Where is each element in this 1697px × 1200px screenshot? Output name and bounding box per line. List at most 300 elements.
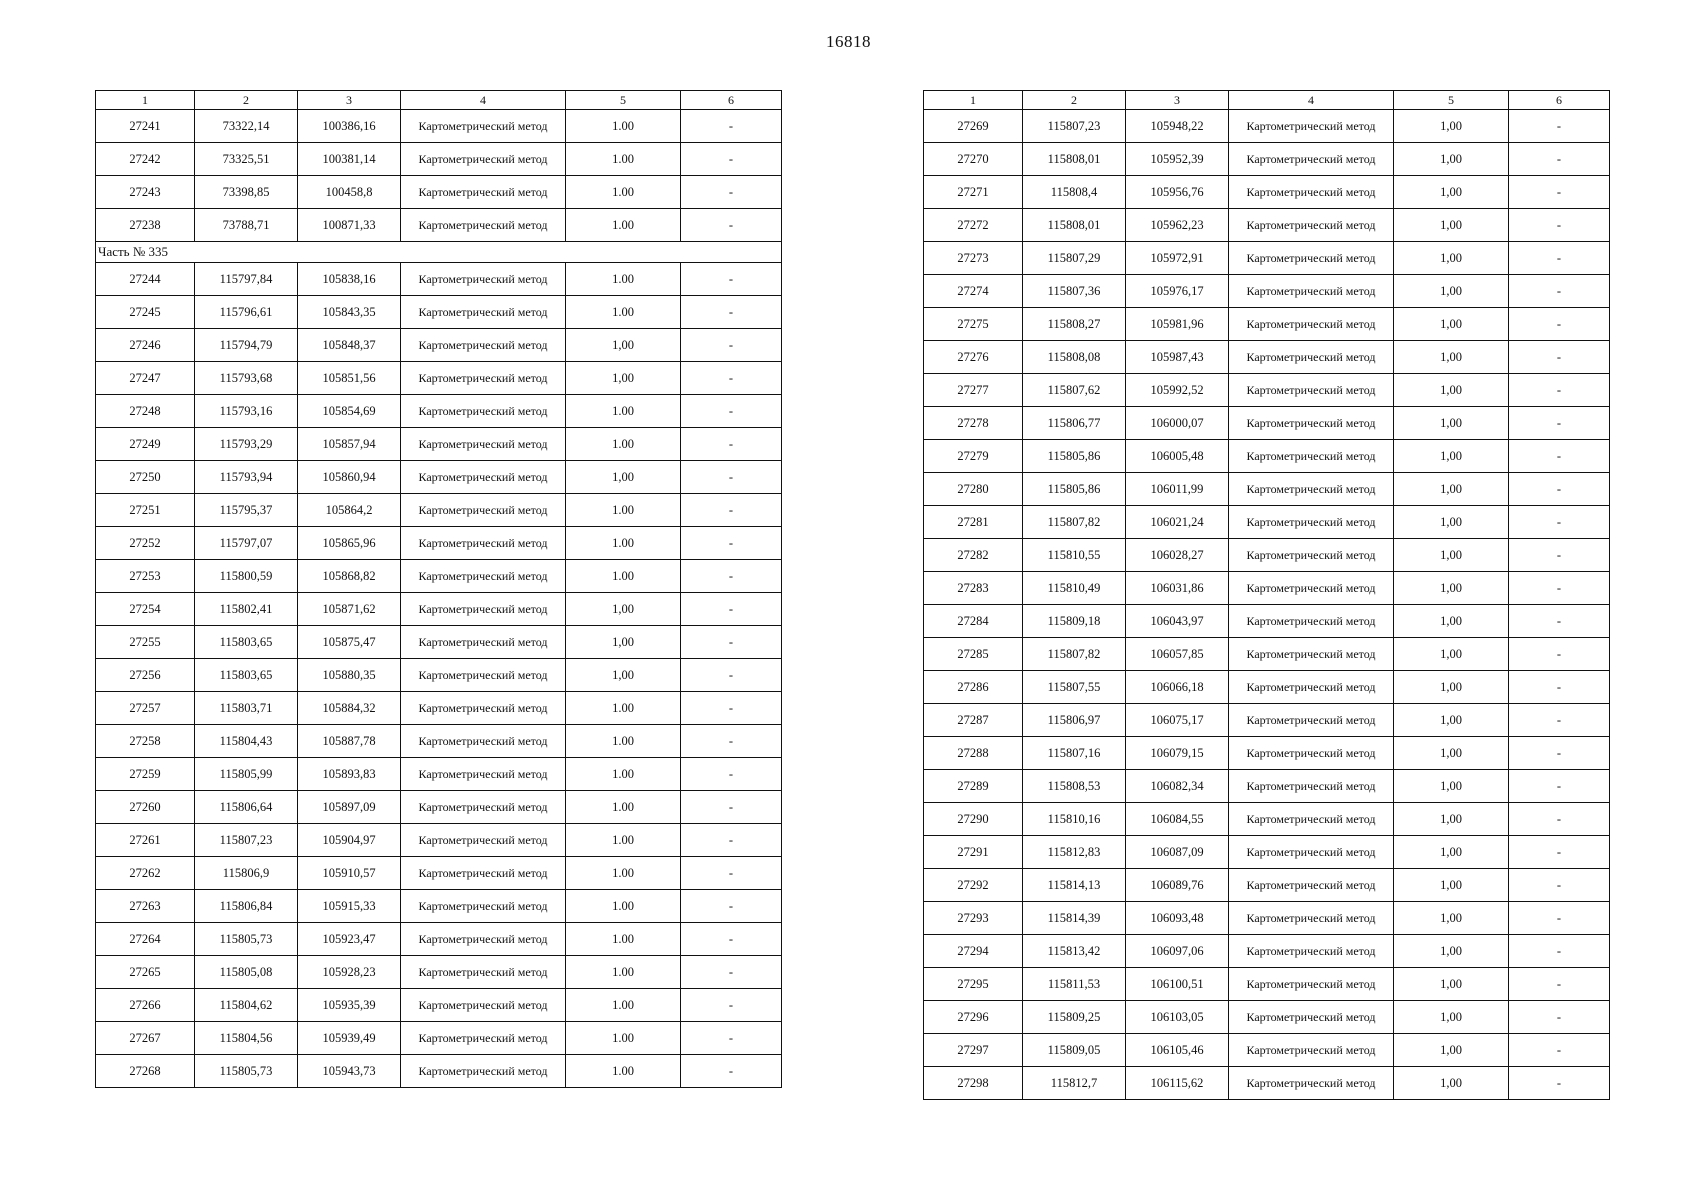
x-coordinate-cell: 115794,79	[195, 329, 298, 362]
table-row	[924, 110, 1610, 143]
point-number-cell: 27265	[96, 956, 195, 989]
y-coordinate-cell: 106011,99	[1126, 473, 1229, 506]
note-cell: -	[1509, 407, 1610, 440]
x-coordinate-cell: 115805,08	[195, 956, 298, 989]
point-number-cell: 27259	[96, 758, 195, 791]
point-number-cell: 27278	[924, 407, 1023, 440]
accuracy-cell: 1.00	[566, 989, 681, 1022]
accuracy-cell: 1.00	[566, 1055, 681, 1088]
accuracy-cell: 1,00	[1394, 1067, 1509, 1100]
table-row	[924, 506, 1610, 539]
note-cell: -	[681, 395, 782, 428]
x-coordinate-cell: 115807,23	[1023, 110, 1126, 143]
method-cell: Картометрический метод	[1229, 1001, 1394, 1034]
point-number-cell: 27276	[924, 341, 1023, 374]
x-coordinate-cell: 115803,65	[195, 626, 298, 659]
method-cell: Картометрический метод	[401, 593, 566, 626]
point-number-cell: 27272	[924, 209, 1023, 242]
point-number-cell: 27238	[96, 209, 195, 242]
x-coordinate-cell: 115806,97	[1023, 704, 1126, 737]
x-coordinate-cell: 73398,85	[195, 176, 298, 209]
x-coordinate-cell: 115806,84	[195, 890, 298, 923]
note-cell: -	[1509, 341, 1610, 374]
note-cell: -	[681, 692, 782, 725]
point-number-cell: 27258	[96, 725, 195, 758]
accuracy-cell: 1.00	[566, 791, 681, 824]
point-number-cell: 27253	[96, 560, 195, 593]
note-cell: -	[1509, 1034, 1610, 1067]
method-cell: Картометрический метод	[401, 329, 566, 362]
note-cell: -	[681, 362, 782, 395]
method-cell: Картометрический метод	[401, 890, 566, 923]
table-row	[924, 572, 1610, 605]
x-coordinate-cell: 115806,9	[195, 857, 298, 890]
point-number-cell: 27284	[924, 605, 1023, 638]
table-header-row	[96, 91, 782, 110]
method-cell: Картометрический метод	[401, 494, 566, 527]
method-cell: Картометрический метод	[1229, 110, 1394, 143]
table-row	[924, 737, 1610, 770]
note-cell: -	[1509, 770, 1610, 803]
y-coordinate-cell: 105884,32	[298, 692, 401, 725]
point-number-cell: 27250	[96, 461, 195, 494]
method-cell: Картометрический метод	[1229, 440, 1394, 473]
accuracy-cell: 1,00	[1394, 143, 1509, 176]
note-cell: -	[1509, 176, 1610, 209]
point-number-cell: 27268	[96, 1055, 195, 1088]
table-header-row	[924, 91, 1610, 110]
x-coordinate-cell: 115803,65	[195, 659, 298, 692]
method-cell: Картометрический метод	[1229, 176, 1394, 209]
accuracy-cell: 1,00	[1394, 275, 1509, 308]
method-cell: Картометрический метод	[401, 626, 566, 659]
table-row	[96, 791, 782, 824]
x-coordinate-cell: 115807,23	[195, 824, 298, 857]
accuracy-cell: 1,00	[1394, 605, 1509, 638]
accuracy-cell: 1.00	[566, 209, 681, 242]
x-coordinate-cell: 115807,16	[1023, 737, 1126, 770]
table-row	[96, 692, 782, 725]
x-coordinate-cell: 115807,82	[1023, 638, 1126, 671]
x-coordinate-cell: 115808,01	[1023, 209, 1126, 242]
accuracy-cell: 1,00	[1394, 209, 1509, 242]
point-number-cell: 27287	[924, 704, 1023, 737]
point-number-cell: 27270	[924, 143, 1023, 176]
accuracy-cell: 1,00	[1394, 308, 1509, 341]
x-coordinate-cell: 115807,55	[1023, 671, 1126, 704]
y-coordinate-cell: 100871,33	[298, 209, 401, 242]
x-coordinate-cell: 115814,13	[1023, 869, 1126, 902]
note-cell: -	[1509, 737, 1610, 770]
x-coordinate-cell: 115804,43	[195, 725, 298, 758]
accuracy-cell: 1.00	[566, 395, 681, 428]
accuracy-cell: 1,00	[1394, 671, 1509, 704]
accuracy-cell: 1,00	[566, 461, 681, 494]
y-coordinate-cell: 105864,2	[298, 494, 401, 527]
x-coordinate-cell: 115804,62	[195, 989, 298, 1022]
accuracy-cell: 1,00	[1394, 407, 1509, 440]
x-coordinate-cell: 115802,41	[195, 593, 298, 626]
note-cell: -	[1509, 143, 1610, 176]
y-coordinate-cell: 105992,52	[1126, 374, 1229, 407]
accuracy-cell: 1,00	[1394, 935, 1509, 968]
table-row	[924, 869, 1610, 902]
x-coordinate-cell: 115797,84	[195, 263, 298, 296]
y-coordinate-cell: 105897,09	[298, 791, 401, 824]
x-coordinate-cell: 115793,68	[195, 362, 298, 395]
method-cell: Картометрический метод	[401, 461, 566, 494]
x-coordinate-cell: 115814,39	[1023, 902, 1126, 935]
note-cell: -	[681, 461, 782, 494]
note-cell: -	[1509, 539, 1610, 572]
x-coordinate-cell: 115812,83	[1023, 836, 1126, 869]
table-row	[96, 1055, 782, 1088]
method-cell: Картометрический метод	[401, 395, 566, 428]
note-cell: -	[1509, 605, 1610, 638]
y-coordinate-cell: 106021,24	[1126, 506, 1229, 539]
accuracy-cell: 1,00	[566, 659, 681, 692]
table-row	[96, 890, 782, 923]
method-cell: Картометрический метод	[401, 857, 566, 890]
table-row	[96, 857, 782, 890]
y-coordinate-cell: 105887,78	[298, 725, 401, 758]
note-cell: -	[1509, 242, 1610, 275]
column-header: 1	[96, 91, 195, 110]
table-row	[924, 473, 1610, 506]
method-cell: Картометрический метод	[401, 824, 566, 857]
point-number-cell: 27254	[96, 593, 195, 626]
table-row	[96, 329, 782, 362]
point-number-cell: 27246	[96, 329, 195, 362]
accuracy-cell: 1.00	[566, 923, 681, 956]
table-row	[924, 407, 1610, 440]
table-row	[924, 1001, 1610, 1034]
point-number-cell: 27282	[924, 539, 1023, 572]
y-coordinate-cell: 105962,23	[1126, 209, 1229, 242]
y-coordinate-cell: 105956,76	[1126, 176, 1229, 209]
accuracy-cell: 1,00	[1394, 704, 1509, 737]
y-coordinate-cell: 105910,57	[298, 857, 401, 890]
note-cell: -	[681, 1022, 782, 1055]
y-coordinate-cell: 106084,55	[1126, 803, 1229, 836]
point-number-cell: 27275	[924, 308, 1023, 341]
note-cell: -	[681, 989, 782, 1022]
y-coordinate-cell: 106031,86	[1126, 572, 1229, 605]
y-coordinate-cell: 106075,17	[1126, 704, 1229, 737]
y-coordinate-cell: 100458,8	[298, 176, 401, 209]
point-number-cell: 27297	[924, 1034, 1023, 1067]
note-cell: -	[681, 428, 782, 461]
note-cell: -	[681, 956, 782, 989]
point-number-cell: 27243	[96, 176, 195, 209]
table-row	[924, 902, 1610, 935]
x-coordinate-cell: 115806,77	[1023, 407, 1126, 440]
accuracy-cell: 1,00	[566, 626, 681, 659]
y-coordinate-cell: 105871,62	[298, 593, 401, 626]
y-coordinate-cell: 105928,23	[298, 956, 401, 989]
x-coordinate-cell: 73322,14	[195, 110, 298, 143]
page-number: 16818	[826, 32, 871, 51]
x-coordinate-cell: 73788,71	[195, 209, 298, 242]
accuracy-cell: 1.00	[566, 110, 681, 143]
note-cell: -	[681, 329, 782, 362]
y-coordinate-cell: 106079,15	[1126, 737, 1229, 770]
x-coordinate-cell: 115810,55	[1023, 539, 1126, 572]
x-coordinate-cell: 115793,16	[195, 395, 298, 428]
y-coordinate-cell: 106097,06	[1126, 935, 1229, 968]
x-coordinate-cell: 115805,99	[195, 758, 298, 791]
accuracy-cell: 1,00	[566, 329, 681, 362]
table-row	[924, 374, 1610, 407]
y-coordinate-cell: 105915,33	[298, 890, 401, 923]
y-coordinate-cell: 100386,16	[298, 110, 401, 143]
table-row	[96, 428, 782, 461]
accuracy-cell: 1.00	[566, 956, 681, 989]
y-coordinate-cell: 105943,73	[298, 1055, 401, 1088]
table-row	[924, 539, 1610, 572]
section-label: Часть № 335	[96, 242, 782, 263]
note-cell: -	[1509, 308, 1610, 341]
y-coordinate-cell: 106089,76	[1126, 869, 1229, 902]
point-number-cell: 27294	[924, 935, 1023, 968]
column-header: 1	[924, 91, 1023, 110]
x-coordinate-cell: 115800,59	[195, 560, 298, 593]
y-coordinate-cell: 106057,85	[1126, 638, 1229, 671]
point-number-cell: 27286	[924, 671, 1023, 704]
accuracy-cell: 1.00	[566, 428, 681, 461]
note-cell: -	[1509, 440, 1610, 473]
x-coordinate-cell: 115807,29	[1023, 242, 1126, 275]
method-cell: Картометрический метод	[401, 110, 566, 143]
coordinates-table-right	[923, 90, 1610, 1100]
method-cell: Картометрический метод	[1229, 407, 1394, 440]
table-row	[924, 704, 1610, 737]
y-coordinate-cell: 105875,47	[298, 626, 401, 659]
method-cell: Картометрический метод	[1229, 209, 1394, 242]
method-cell: Картометрический метод	[401, 560, 566, 593]
point-number-cell: 27274	[924, 275, 1023, 308]
method-cell: Картометрический метод	[401, 659, 566, 692]
column-header: 4	[1229, 91, 1394, 110]
note-cell: -	[681, 725, 782, 758]
method-cell: Картометрический метод	[401, 362, 566, 395]
accuracy-cell: 1.00	[566, 527, 681, 560]
note-cell: -	[1509, 110, 1610, 143]
y-coordinate-cell: 105981,96	[1126, 308, 1229, 341]
x-coordinate-cell: 73325,51	[195, 143, 298, 176]
accuracy-cell: 1.00	[566, 857, 681, 890]
x-coordinate-cell: 115809,25	[1023, 1001, 1126, 1034]
x-coordinate-cell: 115796,61	[195, 296, 298, 329]
x-coordinate-cell: 115812,7	[1023, 1067, 1126, 1100]
method-cell: Картометрический метод	[1229, 671, 1394, 704]
accuracy-cell: 1.00	[566, 824, 681, 857]
column-header: 4	[401, 91, 566, 110]
method-cell: Картометрический метод	[1229, 935, 1394, 968]
method-cell: Картометрический метод	[1229, 308, 1394, 341]
method-cell: Картометрический метод	[1229, 836, 1394, 869]
table-row	[96, 560, 782, 593]
point-number-cell: 27260	[96, 791, 195, 824]
point-number-cell: 27280	[924, 473, 1023, 506]
accuracy-cell: 1.00	[566, 758, 681, 791]
y-coordinate-cell: 105854,69	[298, 395, 401, 428]
accuracy-cell: 1.00	[566, 1022, 681, 1055]
method-cell: Картометрический метод	[1229, 803, 1394, 836]
accuracy-cell: 1.00	[566, 143, 681, 176]
method-cell: Картометрический метод	[401, 176, 566, 209]
note-cell: -	[681, 824, 782, 857]
point-number-cell: 27256	[96, 659, 195, 692]
table-row	[96, 494, 782, 527]
table-row	[96, 593, 782, 626]
accuracy-cell: 1,00	[1394, 902, 1509, 935]
point-number-cell: 27293	[924, 902, 1023, 935]
y-coordinate-cell: 105857,94	[298, 428, 401, 461]
column-header: 2	[195, 91, 298, 110]
method-cell: Картометрический метод	[401, 527, 566, 560]
table-row	[96, 626, 782, 659]
x-coordinate-cell: 115793,29	[195, 428, 298, 461]
x-coordinate-cell: 115807,36	[1023, 275, 1126, 308]
note-cell: -	[681, 209, 782, 242]
y-coordinate-cell: 105939,49	[298, 1022, 401, 1055]
table-row	[924, 1034, 1610, 1067]
column-header: 6	[681, 91, 782, 110]
table-row	[96, 1022, 782, 1055]
point-number-cell: 27290	[924, 803, 1023, 836]
method-cell: Картометрический метод	[1229, 539, 1394, 572]
accuracy-cell: 1,00	[1394, 803, 1509, 836]
method-cell: Картометрический метод	[401, 692, 566, 725]
accuracy-cell: 1.00	[566, 692, 681, 725]
point-number-cell: 27288	[924, 737, 1023, 770]
method-cell: Картометрический метод	[401, 263, 566, 296]
note-cell: -	[681, 560, 782, 593]
coordinates-table-left	[95, 90, 782, 1088]
x-coordinate-cell: 115804,56	[195, 1022, 298, 1055]
column-header: 2	[1023, 91, 1126, 110]
x-coordinate-cell: 115808,4	[1023, 176, 1126, 209]
y-coordinate-cell: 105952,39	[1126, 143, 1229, 176]
table-row	[924, 209, 1610, 242]
note-cell: -	[681, 659, 782, 692]
method-cell: Картометрический метод	[401, 296, 566, 329]
accuracy-cell: 1,00	[1394, 968, 1509, 1001]
method-cell: Картометрический метод	[1229, 572, 1394, 605]
note-cell: -	[681, 626, 782, 659]
y-coordinate-cell: 105923,47	[298, 923, 401, 956]
point-number-cell: 27292	[924, 869, 1023, 902]
method-cell: Картометрический метод	[1229, 506, 1394, 539]
y-coordinate-cell: 105860,94	[298, 461, 401, 494]
note-cell: -	[681, 263, 782, 296]
y-coordinate-cell: 105935,39	[298, 989, 401, 1022]
note-cell: -	[1509, 902, 1610, 935]
y-coordinate-cell: 105880,35	[298, 659, 401, 692]
note-cell: -	[1509, 968, 1610, 1001]
point-number-cell: 27281	[924, 506, 1023, 539]
note-cell: -	[1509, 638, 1610, 671]
y-coordinate-cell: 106000,07	[1126, 407, 1229, 440]
note-cell: -	[1509, 803, 1610, 836]
table-row	[924, 176, 1610, 209]
y-coordinate-cell: 105893,83	[298, 758, 401, 791]
y-coordinate-cell: 105972,91	[1126, 242, 1229, 275]
accuracy-cell: 1,00	[1394, 1001, 1509, 1034]
point-number-cell: 27264	[96, 923, 195, 956]
note-cell: -	[681, 110, 782, 143]
method-cell: Картометрический метод	[401, 1022, 566, 1055]
method-cell: Картометрический метод	[401, 209, 566, 242]
point-number-cell: 27242	[96, 143, 195, 176]
note-cell: -	[681, 890, 782, 923]
accuracy-cell: 1.00	[566, 263, 681, 296]
table-row	[96, 296, 782, 329]
column-header: 5	[566, 91, 681, 110]
table-row	[924, 1067, 1610, 1100]
table-row	[924, 341, 1610, 374]
table-row	[96, 989, 782, 1022]
y-coordinate-cell: 106103,05	[1126, 1001, 1229, 1034]
y-coordinate-cell: 106066,18	[1126, 671, 1229, 704]
point-number-cell: 27245	[96, 296, 195, 329]
note-cell: -	[1509, 506, 1610, 539]
note-cell: -	[1509, 572, 1610, 605]
accuracy-cell: 1,00	[1394, 242, 1509, 275]
x-coordinate-cell: 115809,05	[1023, 1034, 1126, 1067]
method-cell: Картометрический метод	[1229, 374, 1394, 407]
method-cell: Картометрический метод	[1229, 638, 1394, 671]
table-row	[924, 143, 1610, 176]
note-cell: -	[681, 1055, 782, 1088]
point-number-cell: 27255	[96, 626, 195, 659]
table-row	[96, 110, 782, 143]
table-row	[924, 440, 1610, 473]
table-row	[96, 362, 782, 395]
table-row	[96, 758, 782, 791]
method-cell: Картометрический метод	[1229, 242, 1394, 275]
x-coordinate-cell: 115808,27	[1023, 308, 1126, 341]
y-coordinate-cell: 106100,51	[1126, 968, 1229, 1001]
method-cell: Картометрический метод	[401, 758, 566, 791]
table-row	[96, 923, 782, 956]
method-cell: Картометрический метод	[1229, 275, 1394, 308]
point-number-cell: 27283	[924, 572, 1023, 605]
table-row	[924, 770, 1610, 803]
note-cell: -	[681, 758, 782, 791]
note-cell: -	[681, 296, 782, 329]
method-cell: Картометрический метод	[401, 725, 566, 758]
y-coordinate-cell: 106115,62	[1126, 1067, 1229, 1100]
accuracy-cell: 1,00	[1394, 506, 1509, 539]
method-cell: Картометрический метод	[1229, 902, 1394, 935]
accuracy-cell: 1.00	[566, 176, 681, 209]
note-cell: -	[1509, 473, 1610, 506]
column-header: 3	[1126, 91, 1229, 110]
y-coordinate-cell: 106082,34	[1126, 770, 1229, 803]
y-coordinate-cell: 105904,97	[298, 824, 401, 857]
method-cell: Картометрический метод	[1229, 1034, 1394, 1067]
note-cell: -	[1509, 671, 1610, 704]
accuracy-cell: 1,00	[1394, 341, 1509, 374]
x-coordinate-cell: 115805,86	[1023, 440, 1126, 473]
point-number-cell: 27247	[96, 362, 195, 395]
point-number-cell: 27295	[924, 968, 1023, 1001]
point-number-cell: 27289	[924, 770, 1023, 803]
accuracy-cell: 1,00	[1394, 110, 1509, 143]
note-cell: -	[681, 923, 782, 956]
